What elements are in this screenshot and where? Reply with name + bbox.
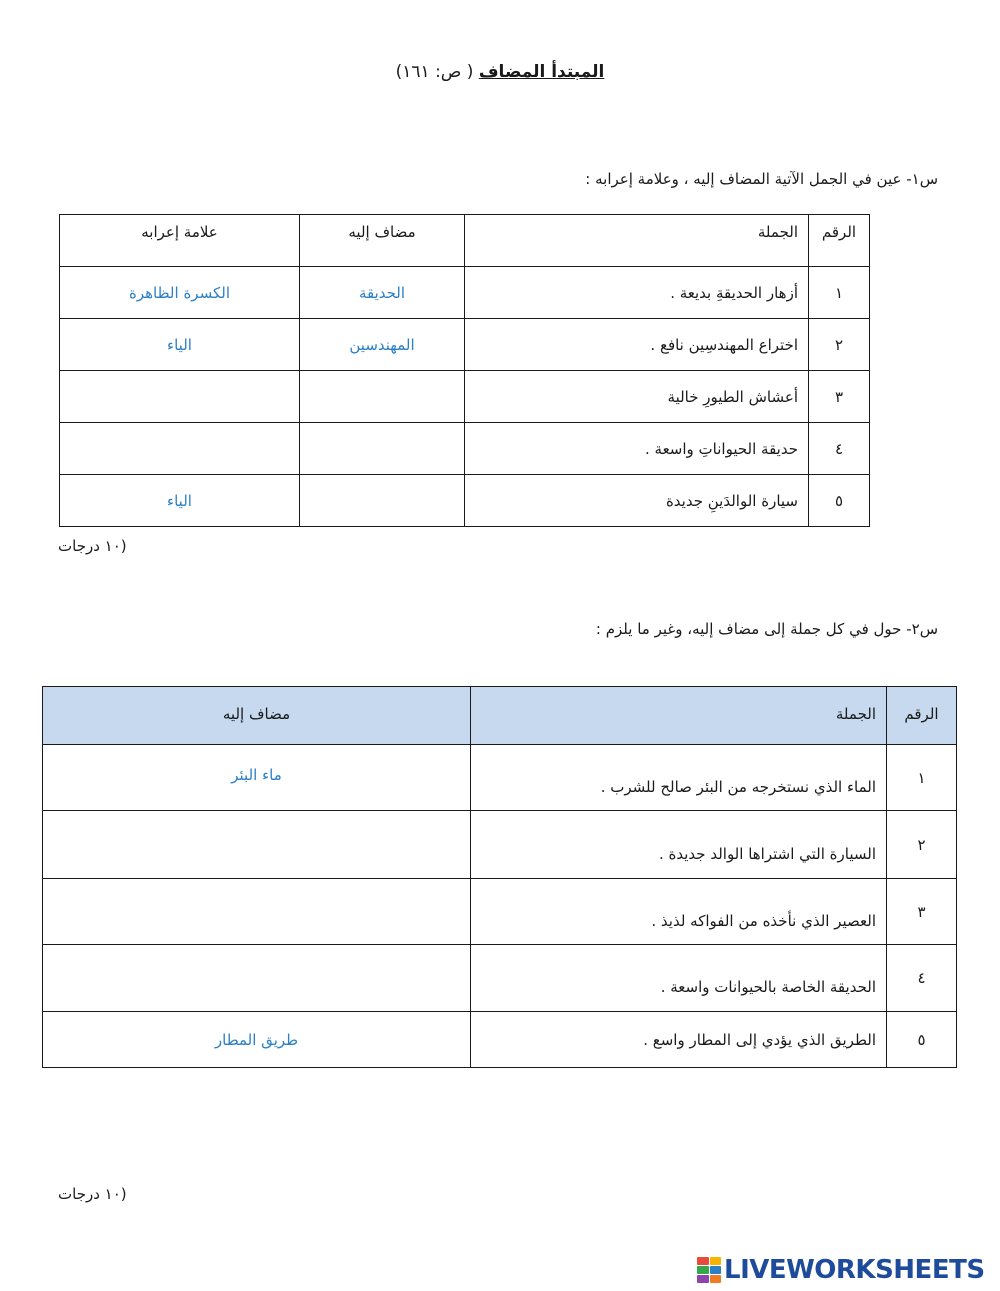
answer-mudaf-field[interactable]: طريق المطار [43,1012,471,1068]
logo-blocks-icon [697,1257,721,1283]
table-row [43,811,957,879]
answer-sign-field[interactable] [60,371,300,423]
row-num: ٣ [887,879,957,945]
row-num: ٥ [887,1012,957,1068]
row-sentence: الطريق الذي يؤدي إلى المطار واسع . [471,1012,887,1068]
table-row [43,879,957,945]
table-row [43,745,957,811]
answer-mudaf-field[interactable] [300,475,465,527]
header-sentence: الجملة [471,687,887,745]
header-num: الرقم [809,215,870,267]
row-num: ٥ [809,475,870,527]
table-row [60,371,870,423]
table-row [43,945,957,1012]
header-sign: علامة إعرابه [60,215,300,267]
table-header-row [60,215,870,267]
answer-mudaf-field[interactable]: الحديقة [300,267,465,319]
row-sentence: حديقة الحيواناتِ واسعة . [465,423,809,475]
title-main: المبتدأ المضاف [478,62,605,82]
answer-sign-field[interactable] [60,423,300,475]
header-mudaf: مضاف إليه [43,687,471,745]
answer-mudaf-field[interactable] [43,811,471,879]
page-title [0,62,1000,82]
answer-mudaf-field[interactable] [43,945,471,1012]
answer-mudaf-field[interactable] [300,371,465,423]
header-num: الرقم [887,687,957,745]
liveworksheets-logo [697,1255,985,1285]
table-header-row [43,687,957,745]
row-num: ٤ [809,423,870,475]
row-num: ٢ [809,319,870,371]
question-1-prompt: س١- عين في الجمل الآتية المضاف إليه ، وعلامة إعرابه : [585,170,938,188]
row-num: ٣ [809,371,870,423]
question-2-prompt: س٢- حول في كل جملة إلى مضاف إليه، وغير ما يلزم : [595,620,938,638]
answer-mudaf-field[interactable]: ماء البئر [43,745,471,811]
answer-mudaf-field[interactable] [300,423,465,475]
row-sentence: الماء الذي نستخرجه من البئر صالح للشرب . [471,745,887,811]
question-1-grade: (١٠ درجات [58,537,127,555]
table-row [43,1012,957,1068]
answer-sign-field[interactable]: الياء [60,475,300,527]
row-num: ٤ [887,945,957,1012]
row-num: ١ [887,745,957,811]
answer-mudaf-field[interactable]: المهندسين [300,319,465,371]
row-num: ١ [809,267,870,319]
row-sentence: الحديقة الخاصة بالحيوانات واسعة . [471,945,887,1012]
question-2-table [42,686,957,1068]
row-sentence: أعشاش الطيورِ خالية [465,371,809,423]
logo-text: LIVEWORKSHEETS [724,1255,985,1285]
table-row [60,319,870,371]
row-sentence: العصير الذي نأخذه من الفواكه لذيذ . [471,879,887,945]
question-1-table [59,214,870,527]
table-row [60,423,870,475]
row-num: ٢ [887,811,957,879]
row-sentence: السيارة التي اشتراها الوالد جديدة . [471,811,887,879]
row-sentence: سيارة الوالدَينِ جديدة [465,475,809,527]
row-sentence: أزهار الحديقةِ بديعة . [465,267,809,319]
answer-sign-field[interactable]: الياء [60,319,300,371]
answer-mudaf-field[interactable] [43,879,471,945]
answer-sign-field[interactable]: الكسرة الظاهرة [60,267,300,319]
title-page-ref: ( ص: ١٦١) [395,62,474,82]
row-sentence: اختراع المهندسِين نافع . [465,319,809,371]
header-sentence: الجملة [465,215,809,267]
question-2-grade: (١٠ درجات [58,1185,127,1203]
table-row [60,267,870,319]
table-row [60,475,870,527]
header-mudaf: مضاف إليه [300,215,465,267]
